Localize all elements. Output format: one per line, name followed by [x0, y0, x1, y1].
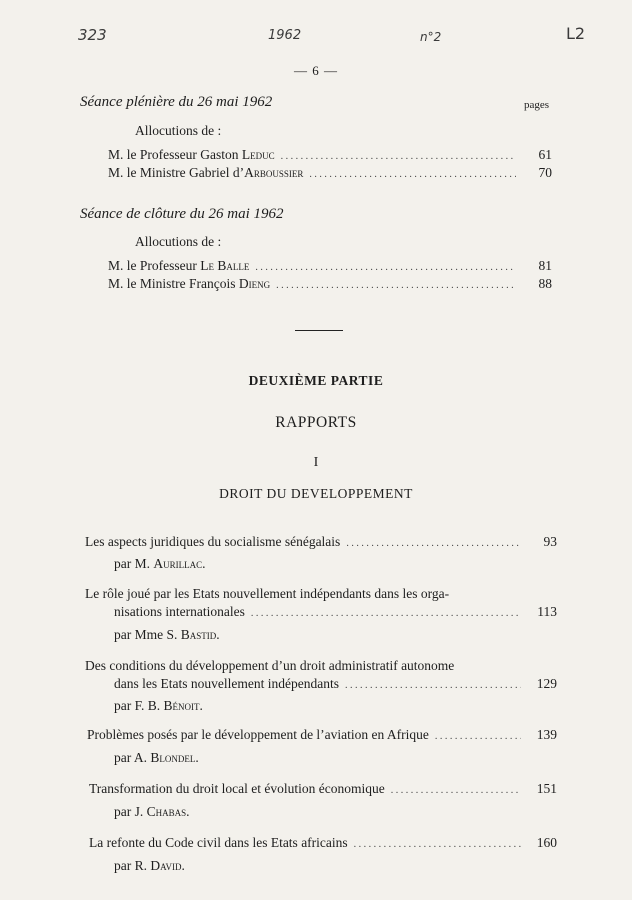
report-page: 151	[536, 781, 557, 796]
report-entry[interactable]	[89, 781, 557, 797]
seance-pleniere-title: Séance plénière du 26 mai 1962	[80, 94, 273, 110]
entry-name: Leduc	[241, 147, 275, 162]
leader-dots	[435, 731, 521, 742]
report-page: 160	[536, 835, 557, 850]
report-entry[interactable]	[87, 727, 557, 743]
report-author: par R. David.	[114, 858, 185, 873]
report-title: Problèmes posés par le développement de l’aviation en Afrique	[87, 727, 429, 742]
toc-entry[interactable]	[108, 165, 552, 181]
entry-name: Arboussier	[244, 165, 304, 180]
report-title-cont: dans les Etats nouvellement indépendants	[114, 676, 339, 691]
report-title-cont: nisations internationales	[114, 604, 245, 619]
chapter-number: I	[313, 455, 319, 470]
report-entry[interactable]	[114, 676, 557, 692]
report-author: par Mme S. Bastid.	[114, 627, 220, 642]
handwritten-year: 1962	[268, 28, 302, 43]
leader-dots	[309, 169, 516, 180]
report-entry[interactable]	[85, 534, 557, 550]
toc-entry[interactable]	[108, 258, 552, 274]
handwritten-issue: n°2	[420, 30, 442, 44]
handwritten-code: L2	[566, 24, 586, 43]
report-author: par A. Blondel.	[114, 750, 199, 765]
toc-entry[interactable]	[108, 276, 552, 292]
leader-dots	[281, 151, 516, 162]
leader-dots	[251, 608, 521, 619]
seance-cloture-title: Séance de clôture du 26 mai 1962	[80, 206, 284, 222]
entry-page: 70	[538, 165, 552, 180]
report-page: 139	[536, 727, 557, 742]
report-entry[interactable]	[114, 604, 557, 620]
entry-page: 61	[538, 147, 552, 162]
allocutions-label: Allocutions de :	[135, 234, 222, 249]
leader-dots	[276, 280, 516, 291]
report-entry[interactable]	[89, 835, 557, 851]
leader-dots	[255, 262, 516, 273]
part-title: DEUXIÈME PARTIE	[248, 373, 384, 388]
section-title: RAPPORTS	[275, 414, 357, 431]
entry-prefix: M. le Ministre François	[108, 276, 239, 291]
chapter-title: DROIT DU DEVELOPPEMENT	[219, 486, 413, 501]
leader-dots	[346, 538, 521, 549]
pages-label: pages	[524, 99, 550, 111]
report-title: Transformation du droit local et évolution économique	[89, 781, 385, 796]
entry-name: Le Balle	[200, 258, 250, 273]
entry-prefix: M. le Ministre Gabriel d’	[108, 165, 245, 180]
entry-prefix: M. le Professeur Gaston	[108, 147, 242, 162]
report-author: par M. Aurillac.	[114, 556, 206, 571]
entry-page: 88	[538, 276, 552, 291]
entry-prefix: M. le Professeur	[108, 258, 201, 273]
report-page: 129	[536, 676, 557, 691]
leader-dots	[354, 839, 521, 850]
toc-entry[interactable]	[108, 147, 552, 163]
report-page: 93	[543, 534, 557, 549]
entry-name: Dieng	[238, 276, 271, 291]
report-title: La refonte du Code civil dans les Etats africains	[89, 835, 348, 850]
report-author: par J. Chabas.	[114, 804, 190, 819]
leader-dots	[345, 680, 521, 691]
allocutions-label: Allocutions de :	[135, 123, 222, 138]
report-page: 113	[537, 604, 557, 619]
section-divider	[295, 330, 343, 331]
report-author: par F. B. Bénoit.	[114, 698, 203, 713]
handwritten-number: 323	[78, 26, 107, 44]
report-title[interactable]: Le rôle joué par les Etats nouvellement indépendants dans les orga-	[85, 586, 450, 601]
report-title[interactable]: Des conditions du développement d’un droit administratif autonome	[85, 658, 455, 673]
page-number: — 6 —	[294, 63, 338, 78]
entry-page: 81	[538, 258, 552, 273]
leader-dots	[391, 785, 521, 796]
report-title: Les aspects juridiques du socialisme sénégalais	[85, 534, 341, 549]
